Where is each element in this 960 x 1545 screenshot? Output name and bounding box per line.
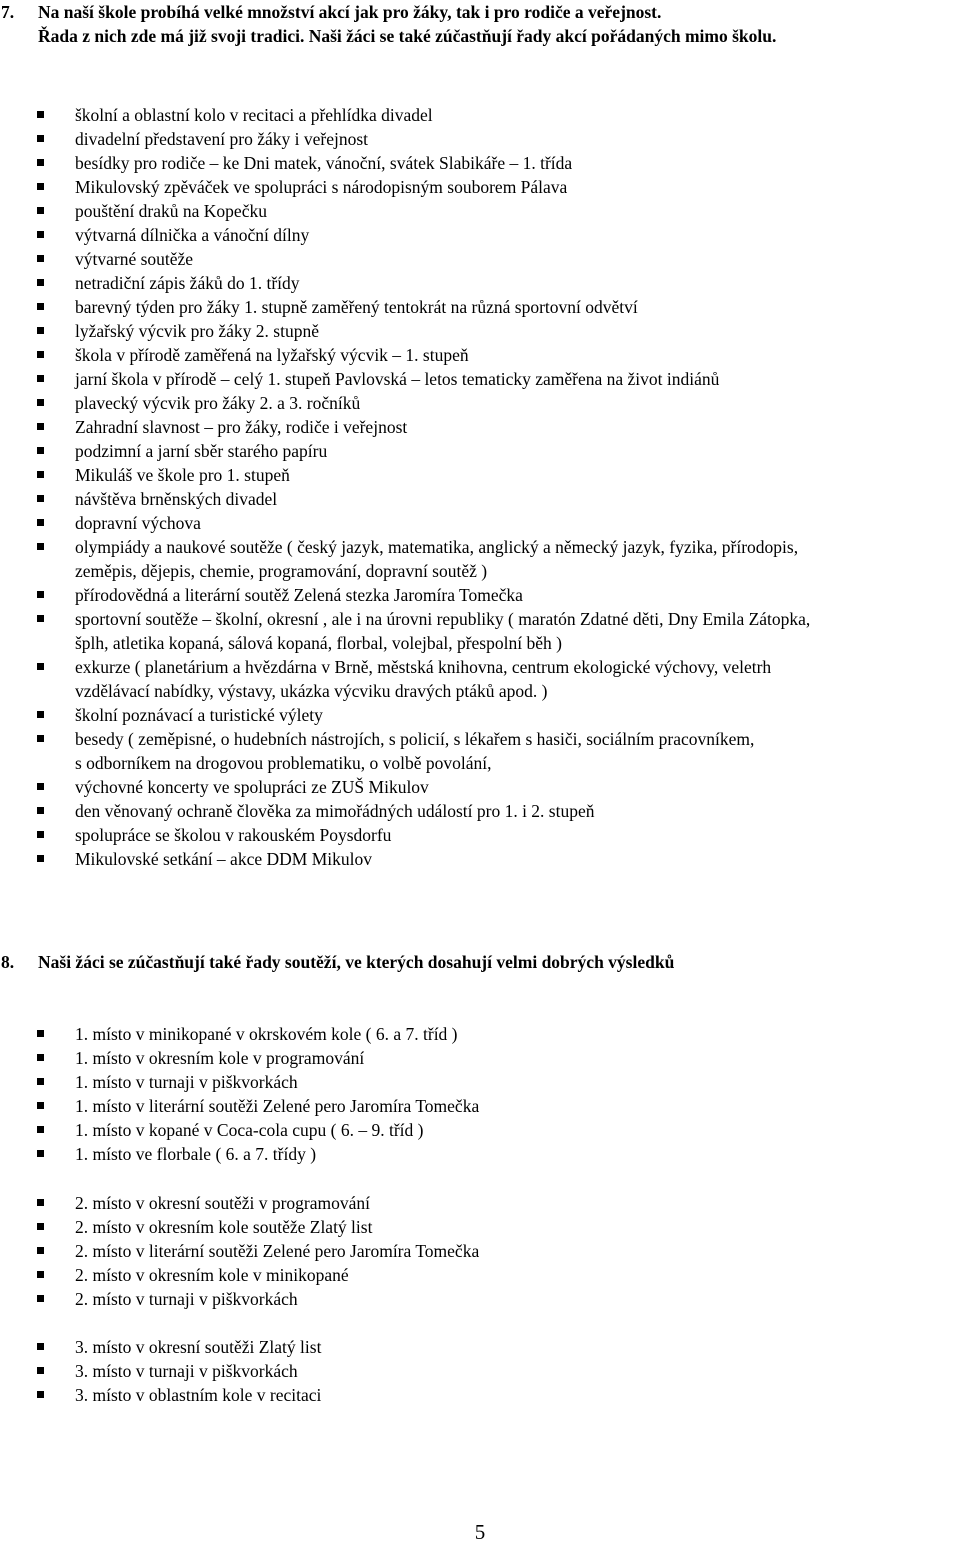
list-item-text: besídky pro rodiče – ke Dni matek, vánoční, svátek Slabikáře – 1. třída (75, 153, 573, 173)
list-item (0, 175, 810, 199)
list-item-text: 1. místo ve florbale ( 6. a 7. třídy ) (75, 1144, 317, 1164)
list-item-text: pouštění draků na Kopečku (75, 201, 267, 221)
list-item (0, 295, 810, 319)
list-item (0, 103, 810, 127)
list-item-text: návštěva brněnských divadel (75, 489, 278, 509)
list-item (0, 343, 810, 367)
list-item (0, 1215, 479, 1239)
section-7-number: 7. (1, 2, 15, 22)
second-places-list (0, 1191, 479, 1311)
list-item-text: sportovní soutěže – školní, okresní , ale i na úrovni republiky ( maratón Zdatné děti, Dny Emila Zátopka, (75, 609, 811, 629)
list-item (0, 607, 810, 655)
section-8-number: 8. (1, 952, 15, 972)
list-item-text: školní a oblastní kolo v recitaci a přehlídka divadel (75, 105, 433, 125)
list-item (0, 1263, 479, 1287)
list-item-text: 2. místo v okresní soutěži v programování (75, 1193, 371, 1213)
list-item-text: 1. místo v literární soutěži Zelené pero Jaromíra Tomečka (75, 1096, 480, 1116)
list-item (0, 271, 810, 295)
list-item-text: 2. místo v turnaji v piškvorkách (75, 1289, 298, 1309)
list-item-text: Mikuláš ve škole pro 1. stupeň (75, 465, 290, 485)
list-item (0, 847, 810, 871)
list-item (0, 199, 810, 223)
list-item (0, 1191, 479, 1215)
list-item (0, 1070, 479, 1094)
list-item (0, 1383, 321, 1407)
list-item-text: divadelní představení pro žáky i veřejnost (75, 129, 369, 149)
section-7-heading-line-1: Na naší škole probíhá velké množství akcí jak pro žáky, tak i pro rodiče a veřejnost. (38, 2, 662, 22)
list-item-text: výtvarné soutěže (75, 249, 194, 269)
page-number: 5 (474, 1520, 486, 1544)
list-item-text: výtvarná dílnička a vánoční dílny (75, 225, 310, 245)
list-item-text: Mikulovské setkání – akce DDM Mikulov (75, 849, 372, 869)
list-item-text: škola v přírodě zaměřená na lyžařský výcvik – 1. stupeň (75, 345, 469, 365)
list-item (0, 1142, 479, 1166)
list-item-text: výchovné koncerty ve spolupráci ze ZUŠ Mikulov (75, 777, 429, 797)
list-item (0, 727, 810, 775)
list-item-text: školní poznávací a turistické výlety (75, 705, 323, 725)
list-item (0, 247, 810, 271)
list-item-text: 2. místo v okresním kole v minikopané (75, 1265, 349, 1285)
section-7-event-list (0, 103, 810, 871)
list-item-text: šplh, atletika kopaná, sálová kopaná, florbal, volejbal, přespolní běh ) (75, 633, 562, 653)
list-item (0, 1239, 479, 1263)
list-item (0, 655, 810, 703)
list-item-text: netradiční zápis žáků do 1. třídy (75, 273, 300, 293)
list-item-text: jarní škola v přírodě – celý 1. stupeň Pavlovská – letos tematicky zaměřena na život indiánů (75, 369, 720, 389)
list-item-text: zeměpis, dějepis, chemie, programování, dopravní soutěž ) (75, 561, 488, 581)
list-item (0, 223, 810, 247)
list-item-text: s odborníkem na drogovou problematiku, o volbě povolání, (75, 753, 492, 773)
list-item-text: Zahradní slavnost – pro žáky, rodiče i veřejnost (75, 417, 408, 437)
section-7-heading-line-2: Řada z nich zde má již svoji tradici. Naši žáci se také zúčastňují řady akcí pořádaných mimo školu. (38, 26, 777, 46)
list-item-text: 3. místo v okresní soutěži Zlatý list (75, 1337, 322, 1357)
list-item-text: 2. místo v okresním kole soutěže Zlatý list (75, 1217, 373, 1237)
list-item (0, 535, 810, 583)
list-item (0, 1094, 479, 1118)
list-item-text: barevný týden pro žáky 1. stupně zaměřený tentokrát na různá sportovní odvětví (75, 297, 638, 317)
list-item-text: přírodovědná a literární soutěž Zelená stezka Jaromíra Tomečka (75, 585, 523, 605)
list-item-text: spolupráce se školou v rakouském Poysdorfu (75, 825, 392, 845)
list-item-text: 2. místo v literární soutěži Zelené pero Jaromíra Tomečka (75, 1241, 480, 1261)
list-item (0, 415, 810, 439)
list-item (0, 1335, 321, 1359)
list-item-text: 1. místo v minikopané v okrskovém kole ( 6. a 7. tříd ) (75, 1024, 458, 1044)
list-item-text: 1. místo v turnaji v piškvorkách (75, 1072, 298, 1092)
list-item (0, 775, 810, 799)
list-item-text: olympiády a naukové soutěže ( český jazyk, matematika, anglický a německý jazyk, fyzika, přírodopis, (75, 537, 799, 557)
list-item (0, 439, 810, 463)
list-item (0, 1022, 479, 1046)
list-item (0, 1046, 479, 1070)
list-item (0, 823, 810, 847)
list-item (0, 487, 810, 511)
list-item (0, 367, 810, 391)
list-item-text: 1. místo v okresním kole v programování (75, 1048, 365, 1068)
list-item-text: den věnovaný ochraně člověka za mimořádných událostí pro 1. i 2. stupeň (75, 801, 595, 821)
list-item (0, 511, 810, 535)
section-8-heading-text: Naši žáci se zúčastňují také řady soutěží, ve kterých dosahují velmi dobrých výsledků (38, 952, 675, 972)
list-item-text: 3. místo v turnaji v piškvorkách (75, 1361, 298, 1381)
list-item-text: Mikulovský zpěváček ve spolupráci s národopisným souborem Pálava (75, 177, 568, 197)
list-item (0, 319, 810, 343)
list-item-text: 1. místo v kopané v Coca-cola cupu ( 6. – 9. tříd ) (75, 1120, 424, 1140)
list-item (0, 583, 810, 607)
third-places-list (0, 1335, 321, 1407)
list-item-text: lyžařský výcvik pro žáky 2. stupně (75, 321, 319, 341)
list-item-text: plavecký výcvik pro žáky 2. a 3. ročníků (75, 393, 361, 413)
list-item (0, 1359, 321, 1383)
list-item-text: dopravní výchova (75, 513, 201, 533)
first-places-list (0, 1022, 479, 1166)
list-item-text: exkurze ( planetárium a hvězdárna v Brně, městská knihovna, centrum ekologické výchovy, veletrh (75, 657, 772, 677)
list-item-text: podzimní a jarní sběr starého papíru (75, 441, 328, 461)
list-item (0, 151, 810, 175)
list-item (0, 391, 810, 415)
list-item (0, 799, 810, 823)
list-item (0, 463, 810, 487)
list-item-text: vzdělávací nabídky, výstavy, ukázka výcviku dravých ptáků apod. ) (75, 681, 548, 701)
list-item-text: 3. místo v oblastním kole v recitaci (75, 1385, 322, 1405)
list-item-text: besedy ( zeměpisné, o hudebních nástrojích, s policií, s lékařem s hasiči, sociálním pracovníkem, (75, 729, 755, 749)
list-item (0, 1287, 479, 1311)
list-item (0, 127, 810, 151)
list-item (0, 1118, 479, 1142)
list-item (0, 703, 810, 727)
